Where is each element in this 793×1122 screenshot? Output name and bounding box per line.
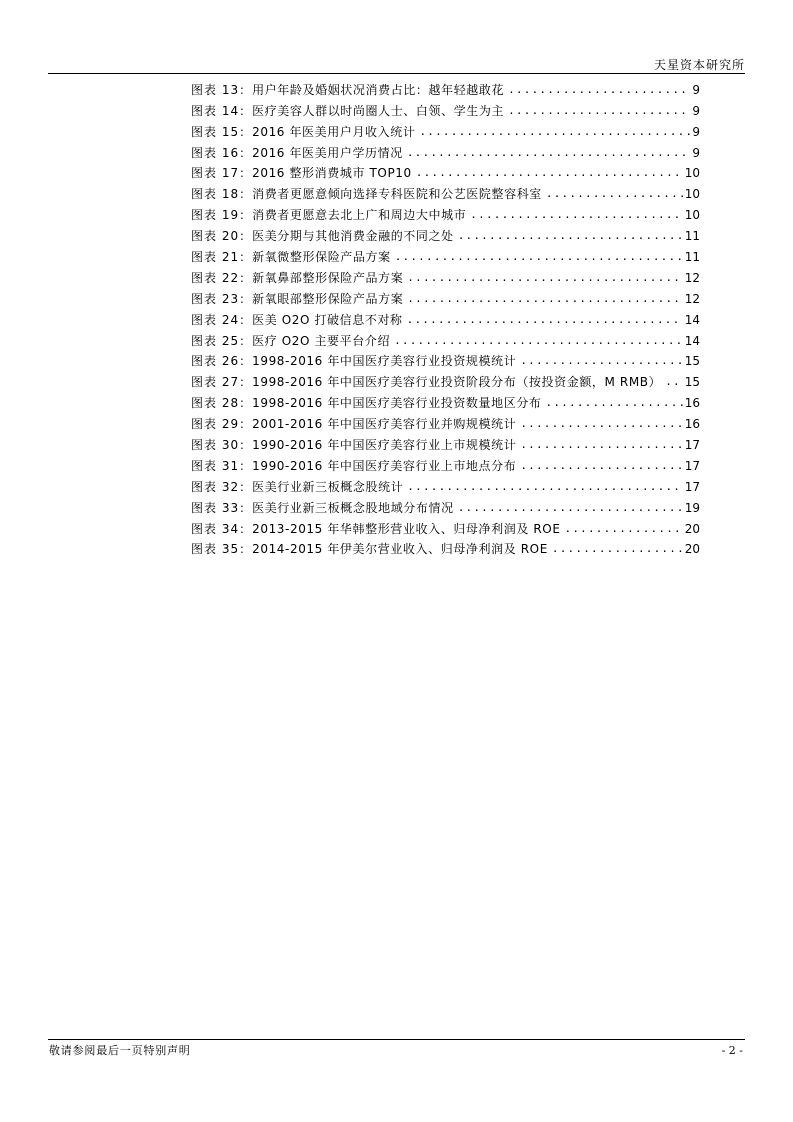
toc-dot-leader bbox=[546, 396, 683, 410]
toc-entry[interactable] bbox=[191, 160, 700, 181]
toc-entry-page: 10 bbox=[684, 166, 700, 181]
toc-dot-leader bbox=[407, 313, 683, 327]
toc-entry-page: 10 bbox=[684, 187, 700, 202]
toc-dot-leader bbox=[458, 501, 683, 515]
toc-entry-title: 消费者更愿意去北上广和周边大中城市 bbox=[252, 208, 467, 223]
toc-entry-label: 图表 35： bbox=[191, 542, 253, 557]
toc-entry-page: 15 bbox=[684, 375, 700, 390]
toc-dot-leader bbox=[552, 542, 683, 556]
toc-entry-title: 2016 整形消费城市 TOP10 bbox=[252, 166, 412, 181]
toc-entry-title: 1990-2016 年中国医疗美容行业上市规模统计 bbox=[252, 438, 517, 453]
toc-entry[interactable] bbox=[191, 410, 700, 431]
toc-entry-title: 新氧鼻部整形保险产品方案 bbox=[252, 270, 404, 285]
toc-entry-title: 2016 年医美用户学历情况 bbox=[252, 145, 403, 160]
toc-entry[interactable] bbox=[191, 76, 700, 97]
toc-entry-page: 19 bbox=[684, 500, 700, 515]
toc-entry-label: 图表 31： bbox=[191, 458, 253, 473]
toc-entry-title: 医美行业新三板概念股地域分布情况 bbox=[252, 500, 454, 515]
toc-dot-leader bbox=[546, 187, 683, 201]
toc-entry-label: 图表 23： bbox=[191, 291, 253, 306]
toc-entry-title: 新氧微整形保险产品方案 bbox=[252, 250, 391, 265]
toc-entry[interactable] bbox=[191, 515, 700, 536]
toc-entry-page: 14 bbox=[684, 333, 700, 348]
toc-entry[interactable] bbox=[191, 118, 700, 139]
toc-entry-page: 11 bbox=[684, 250, 700, 265]
toc-entry-label: 图表 26： bbox=[191, 354, 253, 369]
toc-dot-leader bbox=[407, 292, 682, 306]
toc-dot-leader bbox=[520, 438, 682, 452]
toc-entry-label: 图表 22： bbox=[191, 270, 253, 285]
toc-entry-label: 图表 34： bbox=[191, 521, 253, 536]
toc-dot-leader bbox=[520, 417, 682, 431]
toc-dot-leader bbox=[565, 522, 683, 536]
toc-entry[interactable] bbox=[191, 368, 700, 389]
toc-entry[interactable] bbox=[191, 264, 700, 285]
toc-dot-leader bbox=[520, 354, 682, 368]
toc-entry-title: 2016 年医美用户月收入统计 bbox=[252, 124, 416, 139]
toc-entry-title: 医疗美容人群以时尚圈人士、白领、学生为主 bbox=[252, 103, 505, 118]
toc-dot-leader bbox=[470, 208, 682, 222]
toc-entry-title: 1990-2016 年中国医疗美容行业上市地点分布 bbox=[252, 458, 517, 473]
toc-entry[interactable] bbox=[191, 201, 700, 222]
toc-entry-page: 10 bbox=[684, 208, 700, 223]
toc-entry-label: 图表 14： bbox=[191, 103, 253, 118]
toc-dot-leader bbox=[419, 125, 690, 139]
toc-entry-page: 17 bbox=[684, 479, 700, 494]
toc-entry-title: 新氧眼部整形保险产品方案 bbox=[252, 291, 404, 306]
toc-entry-title: 2013-2015 年华韩整形营业收入、归母净利润及 ROE bbox=[252, 521, 561, 536]
toc-entry[interactable] bbox=[191, 348, 700, 369]
header-divider bbox=[48, 73, 745, 74]
toc-dot-leader bbox=[458, 229, 683, 243]
toc-entry-title: 2001-2016 年中国医疗美容行业并购规模统计 bbox=[252, 417, 517, 432]
toc-entry[interactable] bbox=[191, 139, 700, 160]
toc-entry-label: 图表 15： bbox=[191, 124, 253, 139]
toc-entry-label: 图表 24： bbox=[191, 312, 253, 327]
toc-dot-leader bbox=[394, 334, 683, 348]
table-of-figures bbox=[191, 76, 700, 556]
toc-dot-leader bbox=[665, 375, 683, 389]
toc-entry-page: 16 bbox=[684, 417, 700, 432]
toc-entry-title: 医美 O2O 打破信息不对称 bbox=[252, 312, 403, 327]
toc-entry[interactable] bbox=[191, 306, 700, 327]
toc-entry[interactable] bbox=[191, 97, 700, 118]
toc-entry-title: 用户年龄及婚姻状况消费占比：越年轻越敢花 bbox=[252, 82, 505, 97]
toc-entry-page: 9 bbox=[692, 145, 700, 160]
toc-entry-page: 17 bbox=[684, 458, 700, 473]
toc-dot-leader bbox=[508, 83, 690, 97]
toc-entry-label: 图表 29： bbox=[191, 417, 253, 432]
toc-entry-title: 医美行业新三板概念股统计 bbox=[252, 479, 404, 494]
toc-entry-page: 9 bbox=[692, 103, 700, 118]
toc-entry[interactable] bbox=[191, 473, 700, 494]
toc-dot-leader bbox=[416, 166, 683, 180]
toc-entry-label: 图表 19： bbox=[191, 208, 253, 223]
footer-page-number: - 2 - bbox=[721, 1044, 743, 1057]
toc-entry-label: 图表 21： bbox=[191, 250, 253, 265]
header-org-name: 天星资本研究所 bbox=[653, 58, 745, 72]
toc-entry[interactable] bbox=[191, 327, 700, 348]
toc-entry-label: 图表 18： bbox=[191, 187, 253, 202]
toc-dot-leader bbox=[407, 271, 682, 285]
toc-entry-page: 9 bbox=[692, 124, 700, 139]
toc-entry-page: 20 bbox=[684, 542, 700, 557]
toc-entry-page: 14 bbox=[684, 312, 700, 327]
toc-entry[interactable] bbox=[191, 222, 700, 243]
toc-dot-leader bbox=[520, 459, 682, 473]
toc-entry-label: 图表 16： bbox=[191, 145, 253, 160]
toc-entry[interactable] bbox=[191, 243, 700, 264]
toc-entry-page: 11 bbox=[684, 229, 700, 244]
toc-dot-leader bbox=[407, 480, 682, 494]
footer-disclaimer: 敬请参阅最后一页特别声明 bbox=[49, 1044, 191, 1057]
toc-entry-title: 消费者更愿意倾向选择专科医院和公艺医院整容科室 bbox=[252, 187, 542, 202]
toc-entry-label: 图表 17： bbox=[191, 166, 253, 181]
toc-entry-page: 20 bbox=[684, 521, 700, 536]
toc-entry-page: 15 bbox=[684, 354, 700, 369]
toc-entry-label: 图表 32： bbox=[191, 479, 253, 494]
toc-entry-page: 16 bbox=[684, 396, 700, 411]
toc-entry[interactable] bbox=[191, 431, 700, 452]
toc-entry[interactable] bbox=[191, 285, 700, 306]
toc-entry[interactable] bbox=[191, 494, 700, 515]
toc-entry-label: 图表 30： bbox=[191, 438, 253, 453]
toc-entry-label: 图表 25： bbox=[191, 333, 253, 348]
toc-dot-leader bbox=[508, 104, 690, 118]
toc-entry-label: 图表 20： bbox=[191, 229, 253, 244]
toc-entry-label: 图表 28： bbox=[191, 396, 253, 411]
toc-entry[interactable] bbox=[191, 389, 700, 410]
toc-entry[interactable] bbox=[191, 536, 700, 557]
toc-dot-leader bbox=[407, 146, 691, 160]
toc-entry[interactable] bbox=[191, 452, 700, 473]
toc-entry[interactable] bbox=[191, 180, 700, 201]
toc-entry-title: 医美分期与其他消费金融的不同之处 bbox=[252, 229, 454, 244]
toc-entry-page: 9 bbox=[692, 82, 700, 97]
toc-entry-label: 图表 27： bbox=[191, 375, 253, 390]
toc-dot-leader bbox=[395, 250, 683, 264]
toc-entry-title: 2014-2015 年伊美尔营业收入、归母净利润及 ROE bbox=[252, 542, 548, 557]
toc-entry-label: 图表 33： bbox=[191, 500, 253, 515]
toc-entry-page: 12 bbox=[684, 291, 700, 306]
toc-entry-title: 1998-2016 年中国医疗美容行业投资数量地区分布 bbox=[252, 396, 542, 411]
toc-entry-title: 医疗 O2O 主要平台介绍 bbox=[252, 333, 391, 348]
toc-entry-page: 17 bbox=[684, 438, 700, 453]
toc-entry-page: 12 bbox=[684, 270, 700, 285]
toc-entry-label: 图表 13： bbox=[191, 82, 253, 97]
toc-entry-title: 1998-2016 年中国医疗美容行业投资规模统计 bbox=[252, 354, 517, 369]
footer-divider bbox=[48, 1039, 745, 1040]
toc-entry-title: 1998-2016 年中国医疗美容行业投资阶段分布（按投资金额，M RMB） bbox=[252, 375, 662, 390]
